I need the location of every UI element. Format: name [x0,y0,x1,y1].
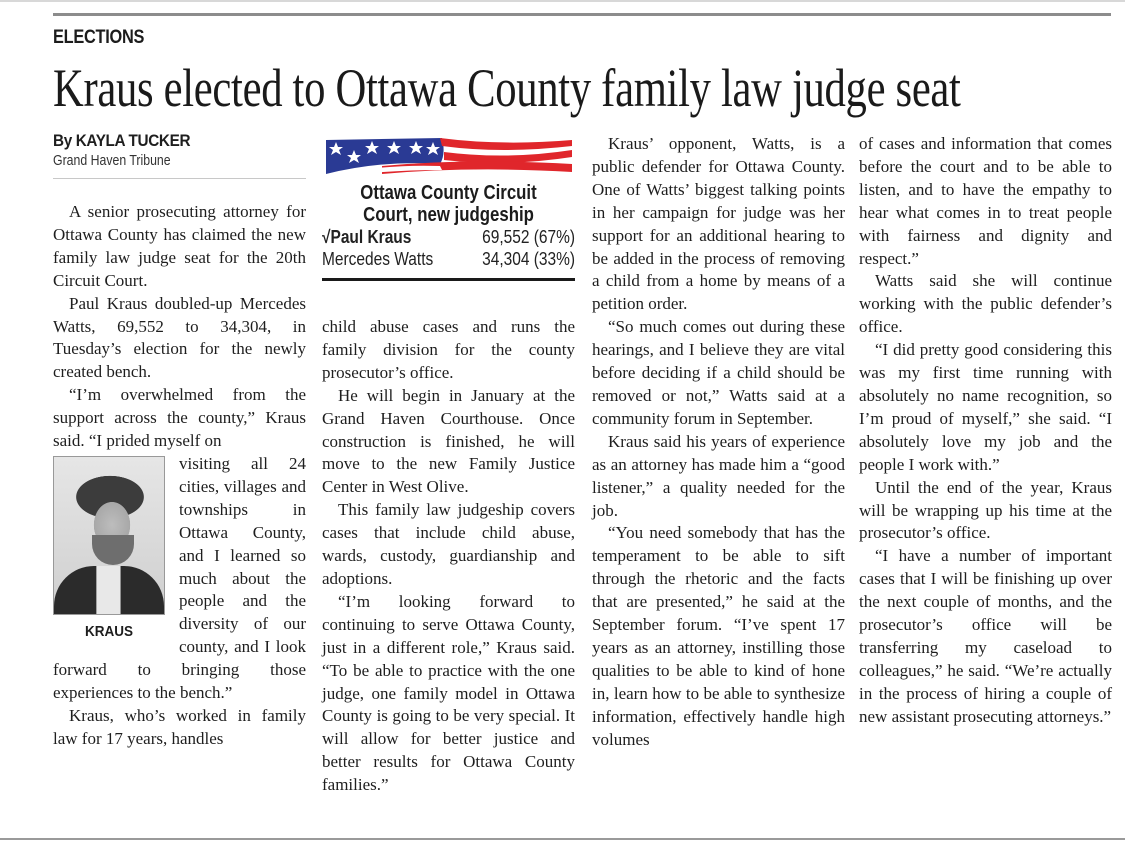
paragraph: “You need somebody that has the temperament to be able to sift through the rhetoric and the facts that are presented,” he said at the September forum. “I’ve spent 17 years as an attorney, instilling those qualities to be able to kind of hone in, learn how to be able to synthesize information, effectively handle high volumes [592,523,845,749]
photo-beard [92,535,134,565]
photo-block [53,456,165,644]
paragraph: “I did pretty good considering this was my first time running with absolutely no name recognition, so I’m proud of myself,” she said. “I absolutely love my job and the people I work with.” [859,340,1112,474]
paragraph: Kraus said his years of experience as an attorney has made him a “good listener,” a quality needed for the job. [592,431,845,520]
headshot-photo [53,456,165,615]
paragraph: “I have a number of important cases that I will be finishing up over the next couple of months, and the prosecutor’s office will be transferring my caseload to colleagues,” he said. “We’re actually in the process of hiring a couple of new assistant prosecuting attorneys.” [859,546,1112,726]
article-column-2 [322,316,575,797]
paragraph: child abuse cases and runs the family division for the county prosecutor’s office. [322,317,575,382]
page-edge [0,0,1125,2]
paragraph: A senior prosecuting attorney for Ottawa County has claimed the new family law judge seat for the 20th Circuit Court. [53,202,306,290]
paragraph: This family law judgeship covers cases that include child abuse, wards, custody, guardianship and adoptions. [322,500,575,588]
candidate-name: Mercedes Watts [322,249,434,269]
result-row-winner [322,226,575,248]
headline: Kraus elected to Ottawa County family law judge seat [53,58,961,118]
candidate-votes: 34,304 (33%) [482,249,575,269]
candidate-votes: 69,552 (67%) [482,227,575,247]
paragraph: Kraus’ opponent, Watts, is a public defender for Ottawa County. One of Watts’ biggest talking points in her campaign for judge was her support for an additional hearing to be added in the process of removing a child from a home by means of a petition order. [592,134,845,314]
top-rule [53,13,1111,16]
paragraph: “I’m overwhelmed from the support across the county,” Kraus said. “I prided myself on [53,385,306,451]
byline-author: By KAYLA TUCKER [53,131,191,150]
paragraph: “I’m looking forward to continuing to serve Ottawa County, just in a different role,” Kraus said. “To be able to practice with the one judge, one family model in Ottawa County is going to be very special. It will allow for better justice and better results for Ottawa County families.” [322,591,575,795]
paragraph: He will begin in January at the Grand Haven Courthouse. Once construction is finished, he will move to the new Family Justice Center in West Olive. [322,385,575,497]
paragraph: Until the end of the year, Kraus will be wrapping up his time at the prosecutor’s office. [859,477,1112,543]
photo-caption: KRAUS [84,622,134,640]
photo-suit [54,566,164,614]
paragraph: “So much comes out during these hearings, and I believe they are vital before deciding if a child should be removed or not,” Watts said at a community forum in September. [592,317,845,428]
results-divider [322,278,575,281]
byline-publication: Grand Haven Tribune [53,152,171,169]
bottom-rule [0,838,1125,840]
paragraph: Watts said she will continue working with the public defender’s office. [859,271,1112,337]
article-column-3 [592,133,845,751]
byline [53,131,306,169]
result-row [322,248,575,270]
results-title-line-2: Court, new judgeship [363,204,534,226]
article-column-4 [859,133,1112,729]
candidate-name: √Paul Kraus [322,227,412,247]
paragraph-wrap: visiting all 24 cities, villages and townships in Ottawa County, and I learned so much about the people and the diversity of our county, and I look forward to bringing those experiences to the bench.” [53,453,306,703]
paragraph: Paul Kraus doubled-up Mercedes Watts, 69,552 to 34,304, in Tuesday’s election for the newly created bench. [53,293,306,382]
election-results-box [322,134,575,281]
paragraph: Kraus, who’s worked in family law for 17 years, handles [53,705,306,748]
results-title [342,182,555,226]
flag-icon [322,134,575,178]
paragraph: of cases and information that comes before the court and to be able to listen, and to have the empathy to hear what comes in to treat people with fairness and dignity and respect.” [859,134,1112,268]
results-title-line-1: Ottawa County Circuit [360,182,537,204]
article-column-1 [53,201,306,751]
section-label: ELECTIONS [53,27,145,48]
byline-divider [53,178,306,179]
